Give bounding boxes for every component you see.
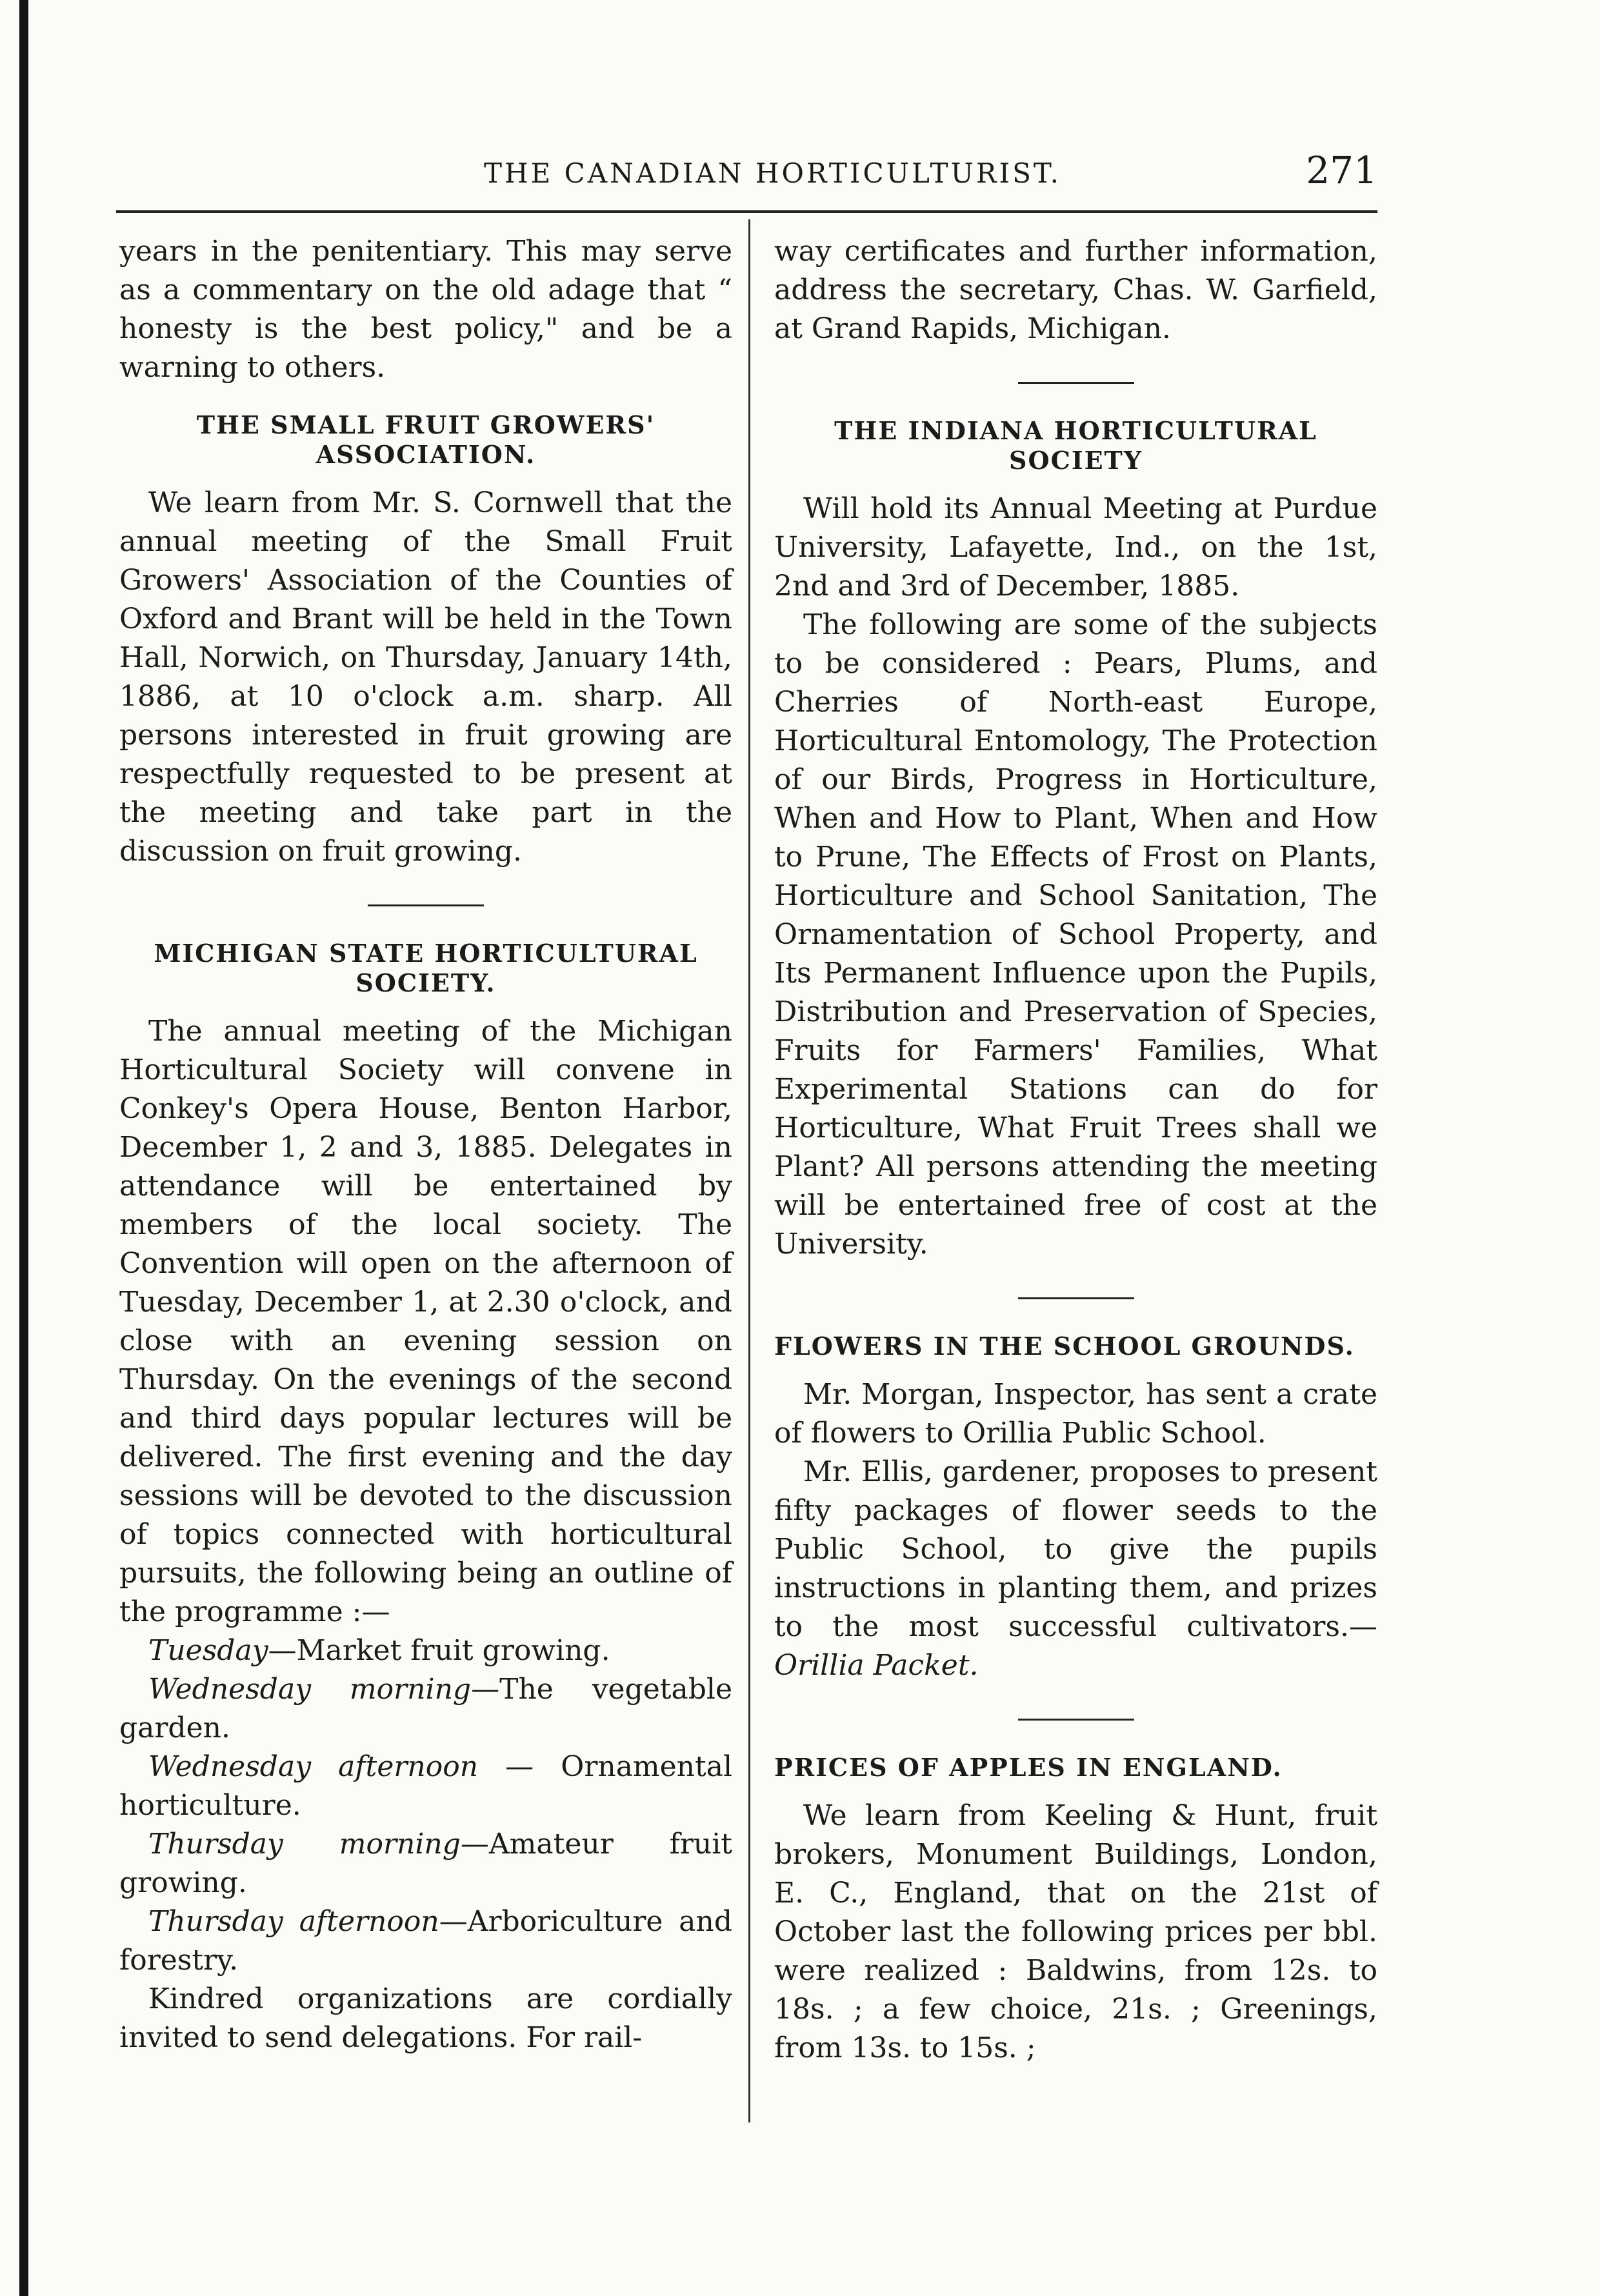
column-divider xyxy=(748,219,750,2122)
programme-day: Wednesday morning xyxy=(148,1673,472,1706)
binding-edge xyxy=(19,0,28,2296)
section-rule xyxy=(368,904,484,906)
programme-topic: —The vegetable garden. xyxy=(119,1673,732,1744)
programme-item xyxy=(119,1825,732,1902)
programme-day: Thursday morning xyxy=(148,1828,461,1861)
section-rule xyxy=(1018,1297,1134,1299)
programme-item xyxy=(119,1670,732,1748)
small-fruit-growers-heading: THE SMALL FRUIT GROWERS' ASSOCIATION. xyxy=(196,410,655,469)
indiana-meeting-paragraph: Will hold its Annual Meeting at Purdue University, Lafayette, Ind., on the 1st, 2nd and 3rd of December, 1885. xyxy=(774,492,1377,603)
programme-day: Wednesday afternoon xyxy=(148,1750,479,1783)
school-grounds-heading: FLOWERS IN THE SCHOOL GROUNDS. xyxy=(774,1332,1355,1361)
page-number: 271 xyxy=(1306,148,1377,192)
small-fruit-growers-paragraph: We learn from Mr. S. Cornwell that the annual meeting of the Small Fruit Growers' Association of the Counties of Oxford and Brant will be held in the Town Hall, Norwich, on Thursday, January 14th, 1886, at 10 o'clock a.m. sharp. All persons interested in fruit growing are respectfully requested to be present at the meeting and take part in the discussion on fruit growing. xyxy=(119,486,732,868)
programme-topic: —Arboriculture and forestry. xyxy=(119,1905,732,1977)
school-grounds-source: Orillia Packet. xyxy=(774,1649,979,1682)
michigan-society-paragraph: The annual meeting of the Michigan Horticultural Society will convene in Conkey's Opera House, Benton Harbor, December 1, 2 and 3, 1885. Delegates in attendance will be entertained by members of the local society. The Convention will open on the afternoon of Tuesday, December 1, at 2.30 o'clock, and close with an evening session on Thursday. On the evenings of the second and third days popular lectures will be delivered. The first evening and the day sessions will be devoted to the discussion of topics connected with horticultural pursuits, the following being an outline of the programme :— xyxy=(119,1015,732,1628)
section-rule xyxy=(1018,382,1134,384)
programme-item xyxy=(119,1748,732,1825)
programme-day: Tuesday xyxy=(148,1634,268,1667)
indiana-society-heading: THE INDIANA HORTICULTURAL SOCIETY xyxy=(834,416,1317,475)
left-intro-paragraph: years in the penitentiary. This may serve as a commentary on the old adage that “ honesty is the best policy," and be a warning to others. xyxy=(119,235,732,384)
school-grounds-paragraph-2 xyxy=(774,1453,1377,1685)
programme-topic: — Ornamental horticulture. xyxy=(119,1750,733,1822)
right-intro-paragraph: way certificates and further information, address the secretary, Chas. W. Garfield, at Grand Rapids, Michigan. xyxy=(774,235,1377,345)
michigan-closing-paragraph: Kindred organizations are cordially invited to send delegations. For rail- xyxy=(119,1982,732,2054)
apple-prices-paragraph: We learn from Keeling & Hunt, fruit brokers, Monument Buildings, London, E. C., England, that on the 21st of October last the following prices per bbl. were realized : Baldwins, from 12s. to 18s. ; a few choice, 21s. ; Greenings, from 13s. to 15s. ; xyxy=(774,1799,1377,2064)
page-header xyxy=(116,148,1377,197)
right-column xyxy=(774,232,1377,2068)
programme-topic: —Amateur fruit growing. xyxy=(119,1828,732,1899)
school-grounds-paragraph-1: Mr. Morgan, Inspector, has sent a crate of flowers to Orillia Public School. xyxy=(774,1378,1377,1450)
indiana-subjects-paragraph: The following are some of the subjects to be considered : Pears, Plums, and Cherries of North-east Europe, Horticultural Entomology, The Protection of our Birds, Progress in Horticulture, When and How to Plant, When and How to Prune, The Effects of Frost on Plants, Horticulture and School Sanitation, The Ornamentation of School Property, and Its Permanent Influence upon the Pupils, Distribution and Preservation of Species, Fruits for Farmers' Families, What Experimental Stations can do for Horticulture, What Fruit Trees shall we Plant? All persons attending the meeting will be entertained free of cost at the University. xyxy=(774,608,1377,1261)
section-rule xyxy=(1018,1719,1134,1721)
apple-prices-heading: PRICES OF APPLES IN ENGLAND. xyxy=(774,1753,1283,1782)
school-grounds-text: Mr. Ellis, gardener, proposes to present fifty packages of flower seeds to the Public School, to give the pupils instructions in planting them, and prizes to the most successful cultivators.— xyxy=(774,1455,1377,1643)
running-title: THE CANADIAN HORTICULTURIST. xyxy=(484,157,1062,189)
michigan-society-heading: MICHIGAN STATE HORTICULTURAL SOCIETY. xyxy=(154,939,698,997)
programme-item xyxy=(119,1902,732,1980)
programme-item xyxy=(119,1632,732,1670)
left-column xyxy=(119,232,732,2057)
header-rule xyxy=(116,210,1377,213)
programme-topic: —Market fruit growing. xyxy=(268,1634,610,1667)
programme-day: Thursday afternoon xyxy=(148,1905,439,1938)
